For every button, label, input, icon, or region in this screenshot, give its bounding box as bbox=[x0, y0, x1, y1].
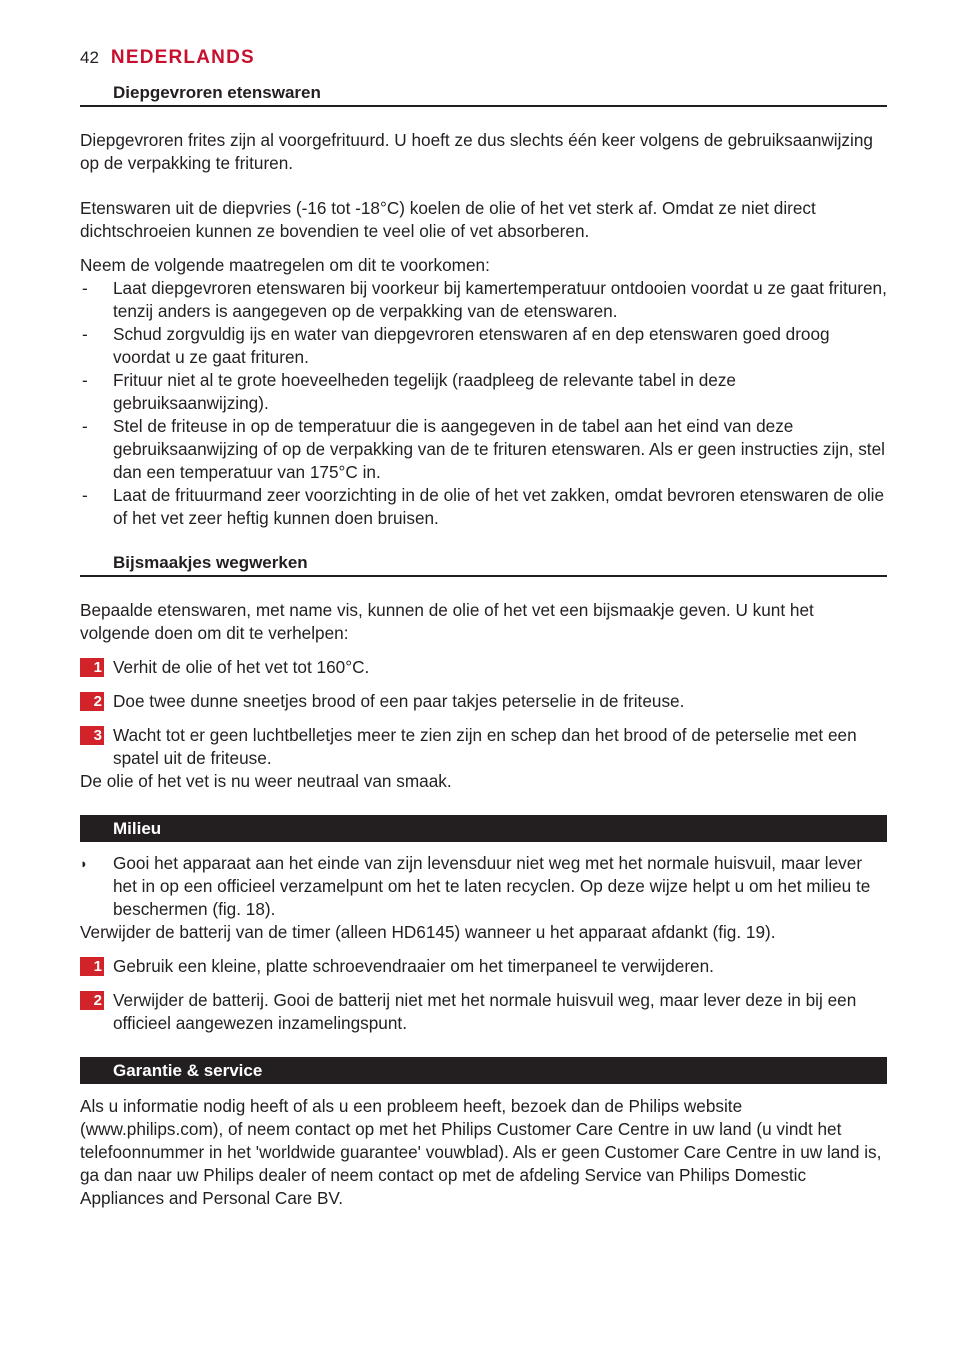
list-item bbox=[80, 484, 887, 530]
step-text: Doe twee dunne sneetjes brood of een paar takjes peterselie in de friteuse. bbox=[113, 691, 685, 711]
warranty-text-after: ), of neem contact op met het Philips Customer Care Centre in uw land (u vindt het telefoonnummer in het 'worldwide guarantee' vouwblad). Als er geen Customer Care Centre in uw land is, ga dan naar uw Philips dealer of neem contact op met de afdeling Service van Philips Domestic Appliances and Personal Care BV. bbox=[80, 1119, 882, 1208]
aftertaste-intro: Bepaalde etenswaren, met name vis, kunnen de olie of het vet een bijsmaakje geven. U kunt het volgende doen om dit te verhelpen: bbox=[80, 600, 814, 643]
warranty-paragraph bbox=[80, 1095, 887, 1210]
aftertaste-step-3 bbox=[80, 724, 887, 770]
step-number-badge: 1 bbox=[80, 658, 104, 677]
philips-website-link[interactable]: www.philips.com bbox=[85, 1119, 213, 1139]
list-item bbox=[80, 323, 887, 369]
environment-bullet bbox=[80, 852, 887, 921]
list-item-text: Laat diepgevroren etenswaren bij voorkeur bij kamertemperatuur ontdooien voordat u ze gaat frituren, tenzij anders is aangegeven op de verpakking van de etenswaren. bbox=[113, 278, 887, 321]
step-text: Gebruik een kleine, platte schroevendraaier om het timerpaneel te verwijderen. bbox=[113, 956, 714, 976]
manual-page bbox=[80, 46, 887, 1210]
step-text: Verhit de olie of het vet tot 160°C. bbox=[113, 657, 370, 677]
step-text: Verwijder de batterij. Gooi de batterij niet met het normale huisvuil weg, maar lever deze in bij een officieel aangewezen inzamelingspunt. bbox=[113, 990, 857, 1033]
page-header bbox=[80, 46, 887, 74]
bullet-text: Gooi het apparaat aan het einde van zijn levensduur niet weg met het normale huisvuil, maar lever het in op een officieel verzamelpunt om het te laten recyclen. Op deze wijze helpt u om het milieu te beschermen (fig. 18). bbox=[113, 853, 871, 919]
language-label: NEDERLANDS bbox=[110, 47, 255, 68]
list-item-text: Schud zorgvuldig ijs en water van diepgevroren etenswaren af en dep etenswaren goed droog voordat u ze gaat frituren. bbox=[113, 324, 830, 367]
aftertaste-outro: De olie of het vet is nu weer neutraal van smaak. bbox=[80, 771, 452, 791]
environment-step-2 bbox=[80, 989, 887, 1035]
step-number-badge: 2 bbox=[80, 692, 104, 711]
frozen-paragraph-2: Etenswaren uit de diepvries (-16 tot -18°C) koelen de olie of het vet sterk af. Omdat ze niet direct dichtschroeien kunnen ze bovendien te veel olie of vet absorberen. bbox=[80, 198, 816, 241]
step-number-badge: 1 bbox=[80, 957, 104, 976]
step-number-badge: 2 bbox=[80, 991, 104, 1010]
frozen-paragraph-3: Neem de volgende maatregelen om dit te voorkomen: bbox=[80, 255, 490, 275]
environment-step-1 bbox=[80, 955, 887, 978]
dash-marker: - bbox=[82, 416, 88, 436]
step-text: Wacht tot er geen luchtbelletjes meer te zien zijn en schep dan het brood of de peterselie met een spatel uit de friteuse. bbox=[113, 725, 857, 768]
list-item bbox=[80, 415, 887, 484]
list-item bbox=[80, 369, 887, 415]
list-item-text: Stel de friteuse in op de temperatuur die is aangegeven in de tabel aan het eind van deze gebruiksaanwijzing of op de verpakking van de te frituren etenswaren. Als er geen instructies zijn, stel dan een temperatuur van 175°C in. bbox=[113, 416, 885, 482]
dash-marker: - bbox=[82, 324, 88, 344]
dash-marker: - bbox=[82, 278, 88, 298]
section-title-environment: Milieu bbox=[80, 815, 887, 842]
aftertaste-step-2 bbox=[80, 690, 887, 713]
section-title-aftertaste: Bijsmaakjes wegwerken bbox=[80, 552, 887, 577]
step-number-badge: 3 bbox=[80, 726, 104, 745]
page-number: 42 bbox=[80, 48, 99, 67]
section-title-warranty: Garantie & service bbox=[80, 1057, 887, 1084]
list-item bbox=[80, 277, 887, 323]
bullet-icon: ◗ bbox=[80, 856, 88, 871]
warranty-text-before: Als u informatie nodig heeft of als u een probleem heeft, bezoek dan de Philips website ( bbox=[80, 1096, 743, 1139]
list-item-text: Frituur niet al te grote hoeveelheden tegelijk (raadpleeg de relevante tabel in deze gebruiksaanwijzing). bbox=[113, 370, 736, 413]
list-item-text: Laat de frituurmand zeer voorzichting in de olie of het vet zakken, omdat bevroren etenswaren de olie of het vet zeer heftig kunnen doen bruisen. bbox=[113, 485, 885, 528]
frozen-paragraph-1: Diepgevroren frites zijn al voorgefrituurd. U hoeft ze dus slechts één keer volgens de gebruiksaanwijzing op de verpakking te frituren. bbox=[80, 130, 873, 173]
battery-note: Verwijder de batterij van de timer (alleen HD6145) wanneer u het apparaat afdankt (fig. 19). bbox=[80, 922, 776, 942]
dash-marker: - bbox=[82, 485, 88, 505]
section-title-frozen: Diepgevroren etenswaren bbox=[80, 82, 887, 107]
aftertaste-step-1 bbox=[80, 656, 887, 679]
frozen-measures-list bbox=[80, 277, 887, 530]
dash-marker: - bbox=[82, 370, 88, 390]
